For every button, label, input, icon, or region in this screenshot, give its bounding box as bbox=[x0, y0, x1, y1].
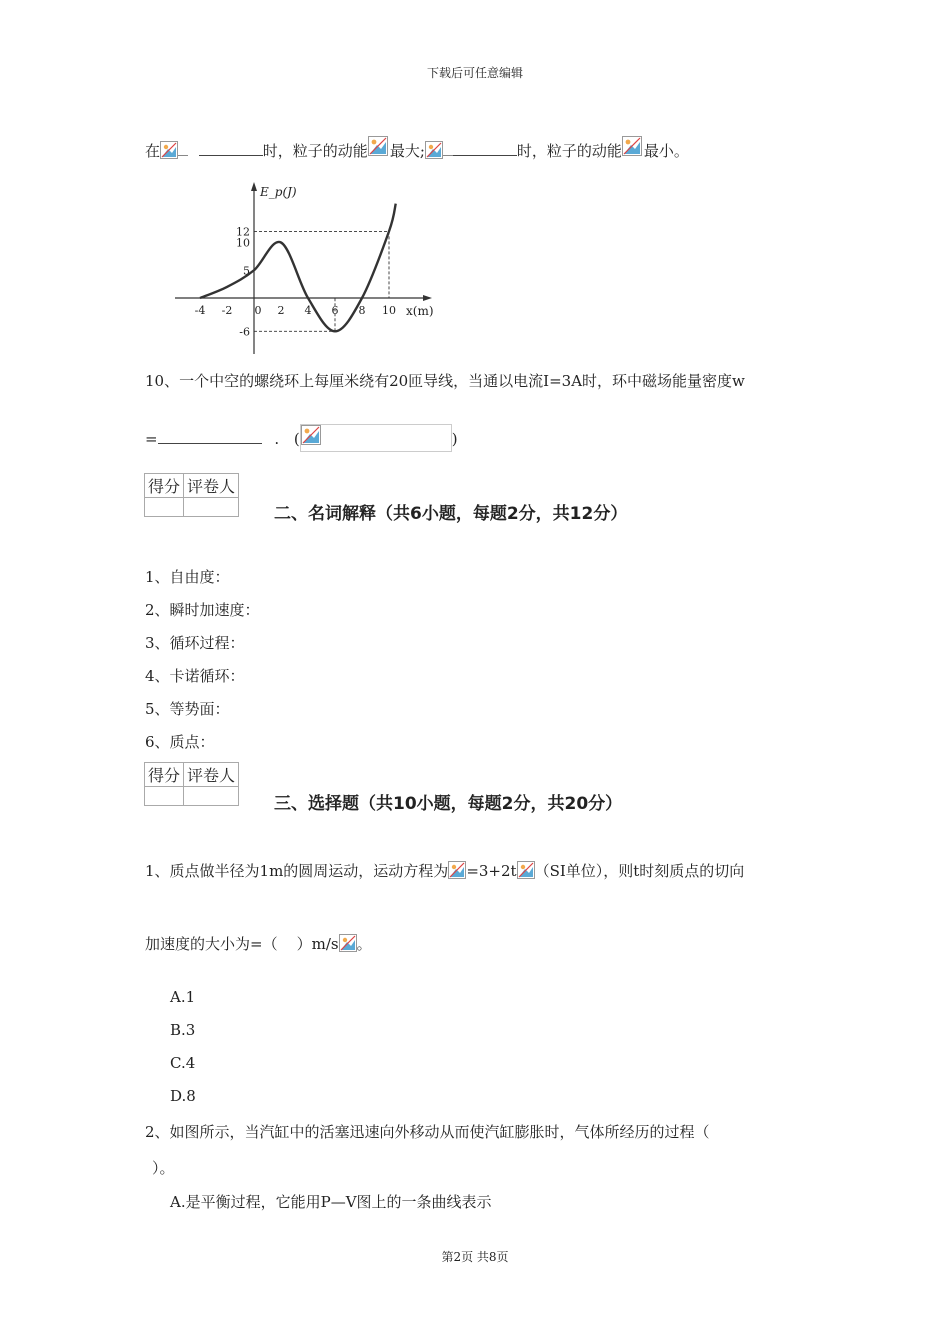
x-tick-label: -4 bbox=[194, 304, 206, 317]
mc-q1-line-1 bbox=[145, 860, 744, 881]
y-tick-label: 10 bbox=[236, 236, 250, 250]
x-tick-label: 2 bbox=[277, 304, 285, 317]
q10-dot: . bbox=[274, 430, 280, 448]
q1-text-e: 。 bbox=[356, 935, 372, 953]
broken-image-icon bbox=[160, 141, 178, 159]
x-tick-label: -2 bbox=[221, 304, 233, 317]
term-item: 6、质点： bbox=[145, 733, 215, 751]
term-item: 1、自由度： bbox=[145, 568, 230, 586]
term-item: 5、等势面： bbox=[145, 700, 230, 718]
term-item: 3、循环过程： bbox=[145, 634, 245, 652]
x-tick-label: 10 bbox=[382, 304, 396, 317]
q9-blank-1[interactable] bbox=[199, 141, 263, 156]
q9-text-1: 在 bbox=[145, 142, 161, 160]
y-tick-label: 5 bbox=[243, 264, 250, 278]
grader-label: 评卷人 bbox=[184, 763, 239, 787]
option-d[interactable]: D.8 bbox=[170, 1087, 196, 1105]
score-cell[interactable] bbox=[145, 787, 184, 806]
q10-line-2 bbox=[145, 424, 458, 452]
page-header: 下载后可任意编辑 bbox=[426, 66, 523, 80]
section-2-title: 二、名词解释（共6小题，每题2分，共12分） bbox=[274, 504, 628, 524]
q10-line-1: 10、一个中空的螺绕环上每厘米绕有20匝导线，当通以电流I=3A时，环中磁场能量密度w bbox=[145, 372, 745, 390]
broken-image-icon bbox=[301, 425, 321, 445]
term-item: 2、瞬时加速度： bbox=[145, 601, 260, 619]
y-axis-label: E_p(J) bbox=[260, 185, 297, 199]
broken-image-icon bbox=[339, 934, 357, 952]
q9-text-4: 时，粒子的动能 bbox=[516, 142, 622, 160]
x-axis-arrow bbox=[423, 295, 432, 301]
q2-option-a[interactable]: A.是平衡过程，它能用P—V图上的一条曲线表示 bbox=[170, 1193, 492, 1211]
grader-cell[interactable] bbox=[184, 498, 239, 517]
mc-q1-line-2 bbox=[145, 933, 372, 954]
page-footer: 第2页 共8页 bbox=[441, 1250, 509, 1264]
q10-paren-close: ) bbox=[451, 430, 458, 448]
x-tick-label: 4 bbox=[304, 304, 312, 317]
q1-text-b: =3+2t bbox=[466, 862, 517, 880]
q9-text-2: 时，粒子的动能 bbox=[262, 142, 368, 160]
broken-image-icon bbox=[368, 136, 390, 154]
mc-q2-line-1: 2、如图所示，当汽缸中的活塞迅速向外移动从而使汽缸膨胀时，气体所经历的过程（ bbox=[145, 1123, 710, 1141]
broken-image-icon bbox=[448, 861, 466, 879]
score-cell[interactable] bbox=[145, 498, 184, 517]
q1-text-d: 加速度的大小为=（ ）m/s bbox=[145, 935, 339, 953]
option-a[interactable]: A.1 bbox=[170, 988, 196, 1006]
section-3-title: 三、选择题（共10小题，每题2分，共20分） bbox=[274, 794, 623, 814]
broken-image-icon bbox=[425, 141, 443, 159]
broken-image-icon bbox=[517, 861, 535, 879]
blank-mark bbox=[443, 154, 453, 156]
q10-blank[interactable] bbox=[158, 429, 262, 444]
mc-q2-line-2: ）。 bbox=[152, 1159, 175, 1177]
q10-eq: = bbox=[145, 430, 158, 448]
broken-image-icon bbox=[622, 136, 644, 154]
q1-text-a: 1、质点做半径为1m的圆周运动，运动方程为 bbox=[145, 862, 449, 880]
x-axis-label: x(m) bbox=[406, 304, 434, 318]
option-b[interactable]: B.3 bbox=[170, 1021, 196, 1039]
score-label: 得分 bbox=[145, 763, 184, 787]
q10-paren-open: ( bbox=[293, 430, 300, 448]
potential-energy-chart bbox=[170, 178, 470, 358]
score-label: 得分 bbox=[145, 474, 184, 498]
q9-text-3: 最大; bbox=[389, 142, 425, 160]
formula-image-frame bbox=[300, 424, 452, 452]
y-tick-label: 12 bbox=[236, 225, 250, 239]
term-item: 4、卡诺循环： bbox=[145, 667, 245, 685]
q9-text-5: 最小。 bbox=[643, 142, 689, 160]
score-table bbox=[144, 762, 239, 806]
blank-mark bbox=[178, 154, 188, 156]
option-c[interactable]: C.4 bbox=[170, 1054, 196, 1072]
x-tick-label: 0 bbox=[254, 304, 262, 317]
grader-cell[interactable] bbox=[184, 787, 239, 806]
q9-answer-line bbox=[145, 136, 689, 161]
y-axis-arrow bbox=[251, 182, 257, 191]
y-tick-label: -6 bbox=[239, 325, 250, 339]
q9-blank-2[interactable] bbox=[453, 141, 517, 156]
x-tick-label: 8 bbox=[358, 304, 366, 317]
x-tick-label: 6 bbox=[331, 304, 339, 317]
q1-text-c: （SI单位），则t时刻质点的切向 bbox=[534, 862, 745, 880]
score-table bbox=[144, 473, 239, 517]
grader-label: 评卷人 bbox=[184, 474, 239, 498]
